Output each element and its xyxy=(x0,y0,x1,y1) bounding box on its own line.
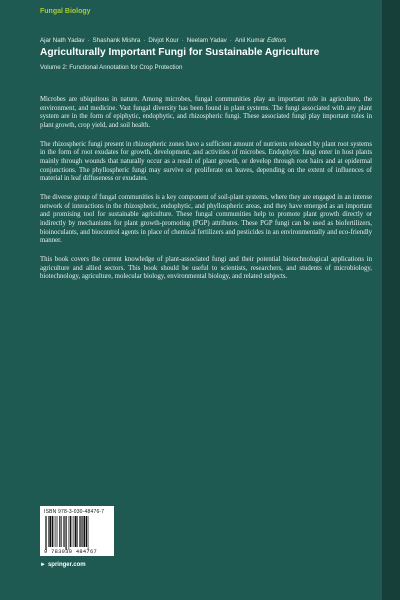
arrow-icon: ► xyxy=(40,562,46,568)
barcode-bar xyxy=(48,516,49,547)
editor-separator: · xyxy=(181,37,184,44)
barcode-bar xyxy=(82,516,83,547)
barcode-bar xyxy=(74,516,75,547)
isbn-label: ISBN 978-3-030-48476-7 xyxy=(44,509,105,515)
editor-name: Divjot Kour xyxy=(148,37,179,44)
book-subtitle: Volume 2: Functional Annotation for Crop Protection xyxy=(40,64,183,71)
blurb xyxy=(40,96,372,292)
editor-separator: · xyxy=(143,37,146,44)
barcode-bar xyxy=(72,516,73,547)
barcode-bar xyxy=(64,516,65,547)
barcode-bar xyxy=(52,516,53,547)
barcode-bar xyxy=(63,516,64,547)
barcode-bar xyxy=(56,516,57,547)
blurb-paragraph: This book covers the current knowledge of plant-associated fungi and their potential biotechnological applications in agriculture and allied sectors. This book should be useful to scientists, researchers, and students of microbiology, biotechnology, agriculture, molecular biology, environmental biology, and related subjects. xyxy=(40,255,372,281)
blurb-paragraph: Microbes are ubiquitous in nature. Among microbes, fungal communities play an important role in agriculture, the environment, and medicine. Vast fungal diversity has been found in plant systems. The fungi associated with any plant system are in the form of epiphytic, endophytic, and rhizospheric fungi. These associated fungi play important roles in plant growth, crop yield, and soil health. xyxy=(40,96,372,129)
spine-edge xyxy=(382,0,400,600)
barcode-bar xyxy=(79,516,80,547)
blurb-paragraph: The rhizospheric fungi present in rhizospheric zones have a sufficient amount of nutrients released by plant root systems in the form of root exudates for growth, development, and activities of microbes. Endophytic fungi enter in host plants mainly through wounds that naturally occur as a result of plant growth, or develop through root hairs and at epidermal conjunctions. The phyllospheric fungi may survive or proliferate on leaves, depending on the extent of influences of material in leaf diffuseness or exudates. xyxy=(40,140,372,183)
barcode-bar xyxy=(86,516,87,547)
editor-separator: · xyxy=(87,37,90,44)
publisher-url[interactable] xyxy=(40,562,86,568)
barcode-bar xyxy=(88,516,89,550)
editor-name: Ajar Nath Yadav xyxy=(40,37,85,44)
editor-name: Shashank Mishra xyxy=(92,37,141,44)
barcode-bar xyxy=(57,516,58,547)
barcode-bar xyxy=(49,516,51,547)
barcode-bar xyxy=(70,516,71,547)
blurb-paragraph: The diverse group of fungal communities is a key component of soil-plant systems, where they are engaged in an intense network of interactions in the rhizospheric, endophytic, and phyllospheric areas, and they have emerged as an important and promising tool for sustainable agriculture. These fungal communities help to promote plant growth directly or indirectly by mechanisms for plant growth-promoting (PGP) attributes. These PGP fungi can be used as biofertilizers, bioinoculants, and biocontrol agents in place of chemical fertilizers and pesticides in an environmentally and eco-friendly manner. xyxy=(40,193,372,245)
editor-name: Anil Kumar xyxy=(234,37,266,44)
barcode-bar xyxy=(80,516,81,547)
editors-label: Editors xyxy=(267,37,287,44)
barcode-bar xyxy=(65,516,66,550)
barcode-bar xyxy=(77,516,78,547)
barcode-bar xyxy=(45,516,46,550)
editors-line xyxy=(40,37,286,44)
barcode-bar xyxy=(61,516,62,547)
barcode-block xyxy=(40,506,114,556)
editor-name: Neelam Yadav xyxy=(186,37,227,44)
publisher-url-text: springer.com xyxy=(47,562,86,568)
barcode-bar xyxy=(83,516,85,547)
barcode-icon xyxy=(44,516,110,550)
book-title: Agriculturally Important Fungi for Sustainable Agriculture xyxy=(40,47,320,58)
barcode-bar xyxy=(75,516,77,547)
barcode-bar xyxy=(69,516,70,550)
barcode-bar xyxy=(46,516,47,550)
barcode-digits: 9 783030 484767 xyxy=(44,549,98,555)
series-name: Fungal Biology xyxy=(40,8,91,15)
barcode-bar xyxy=(59,516,60,547)
barcode-bar xyxy=(54,516,55,547)
editor-separator: · xyxy=(229,37,232,44)
